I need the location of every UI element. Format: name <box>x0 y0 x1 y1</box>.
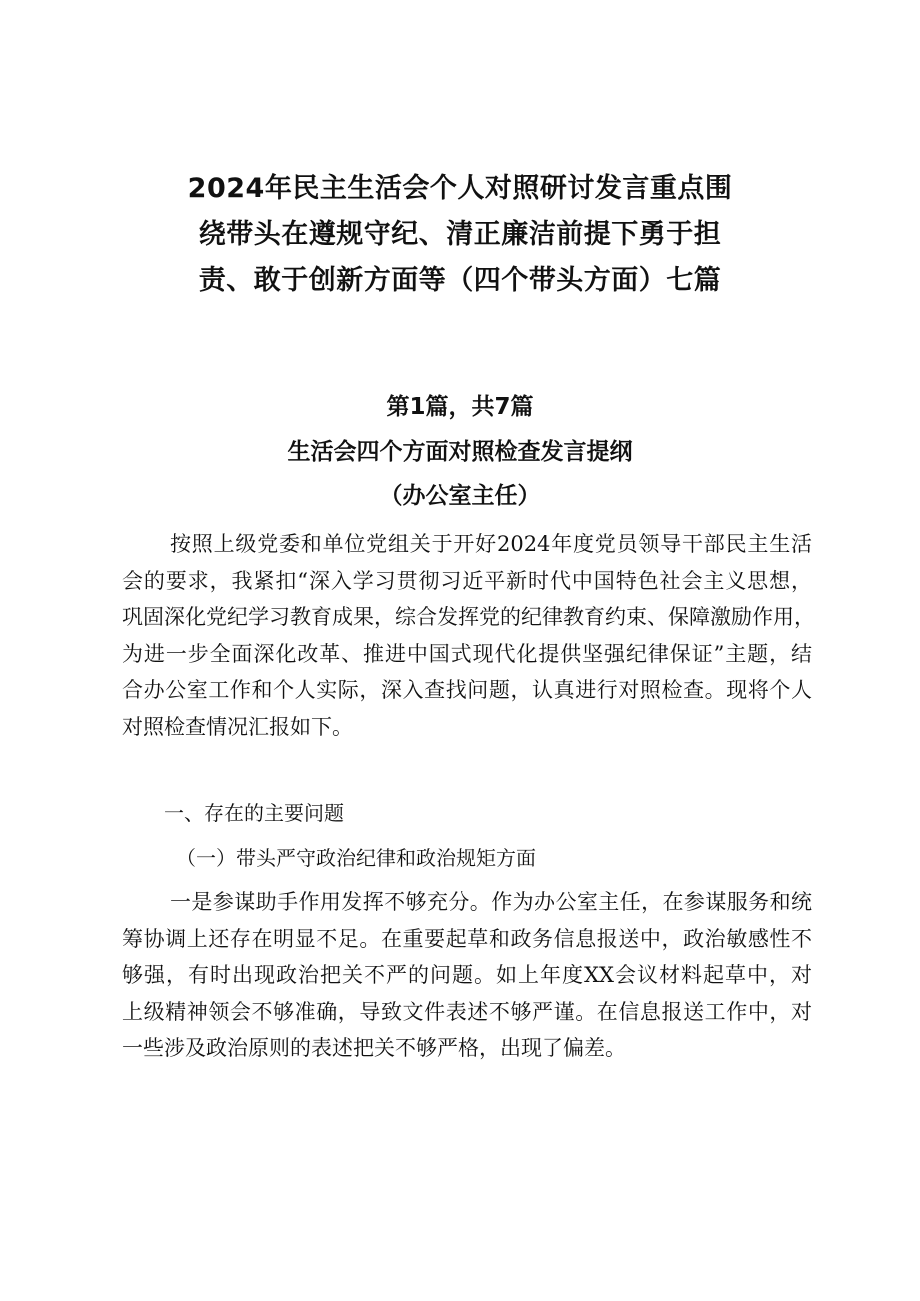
article-heading: 生活会四个方面对照检查发言提纲 <box>287 439 633 465</box>
intro-paragraph <box>122 526 815 746</box>
document-title <box>150 166 770 304</box>
article-role: （办公室主任） <box>379 483 541 509</box>
paragraph-line: 为进一步全面深化改革、推进中国式现代化提供坚强纪律保证”主题，结 <box>122 641 812 666</box>
paragraph-line: 够强，有时出现政治把关不严的问题。如上年度XX会议材料起草中，对 <box>122 963 812 988</box>
title-line: 责、敢于创新方面等（四个带头方面）七篇 <box>198 265 722 296</box>
part-label: 第1篇，共7篇 <box>386 394 534 420</box>
body-paragraph <box>122 884 812 1067</box>
title-line: 绕带头在遵规守纪、清正廉洁前提下勇于担 <box>198 219 722 250</box>
paragraph-line: 筹协调上还存在明显不足。在重要起草和政务信息报送中，政治敏感性不 <box>122 926 812 951</box>
paragraph-line: 按照上级党委和单位党组关于开好2024年度党员领导干部民主生活 <box>170 532 812 556</box>
paragraph-line: 上级精神领会不够准确，导致文件表述不够严谨。在信息报送工作中，对 <box>122 999 812 1024</box>
title-line: 2024年民主生活会个人对照研讨发言重点围 <box>187 173 733 204</box>
paragraph-line: 会的要求，我紧扣“深入学习贯彻习近平新时代中国特色社会主义思想， <box>122 568 812 593</box>
paragraph-line: 合办公室工作和个人实际，深入查找问题，认真进行对照检查。现将个人 <box>122 678 812 703</box>
paragraph-line: 一是参谋助手作用发挥不够充分。作为办公室主任，在参谋服务和统 <box>170 890 812 914</box>
paragraph-line: 对照检查情况汇报如下。 <box>122 714 353 739</box>
paragraph-line: 巩固深化党纪学习教育成果，综合发挥党的纪律教育约束、保障激励作用， <box>122 605 815 630</box>
subsection-heading: （一）带头严守政治纪律和政治规矩方面 <box>176 846 536 870</box>
paragraph-line: 一些涉及政治原则的表述把关不够严格，出现了偏差。 <box>122 1036 626 1061</box>
section-heading: 一、存在的主要问题 <box>164 801 344 825</box>
